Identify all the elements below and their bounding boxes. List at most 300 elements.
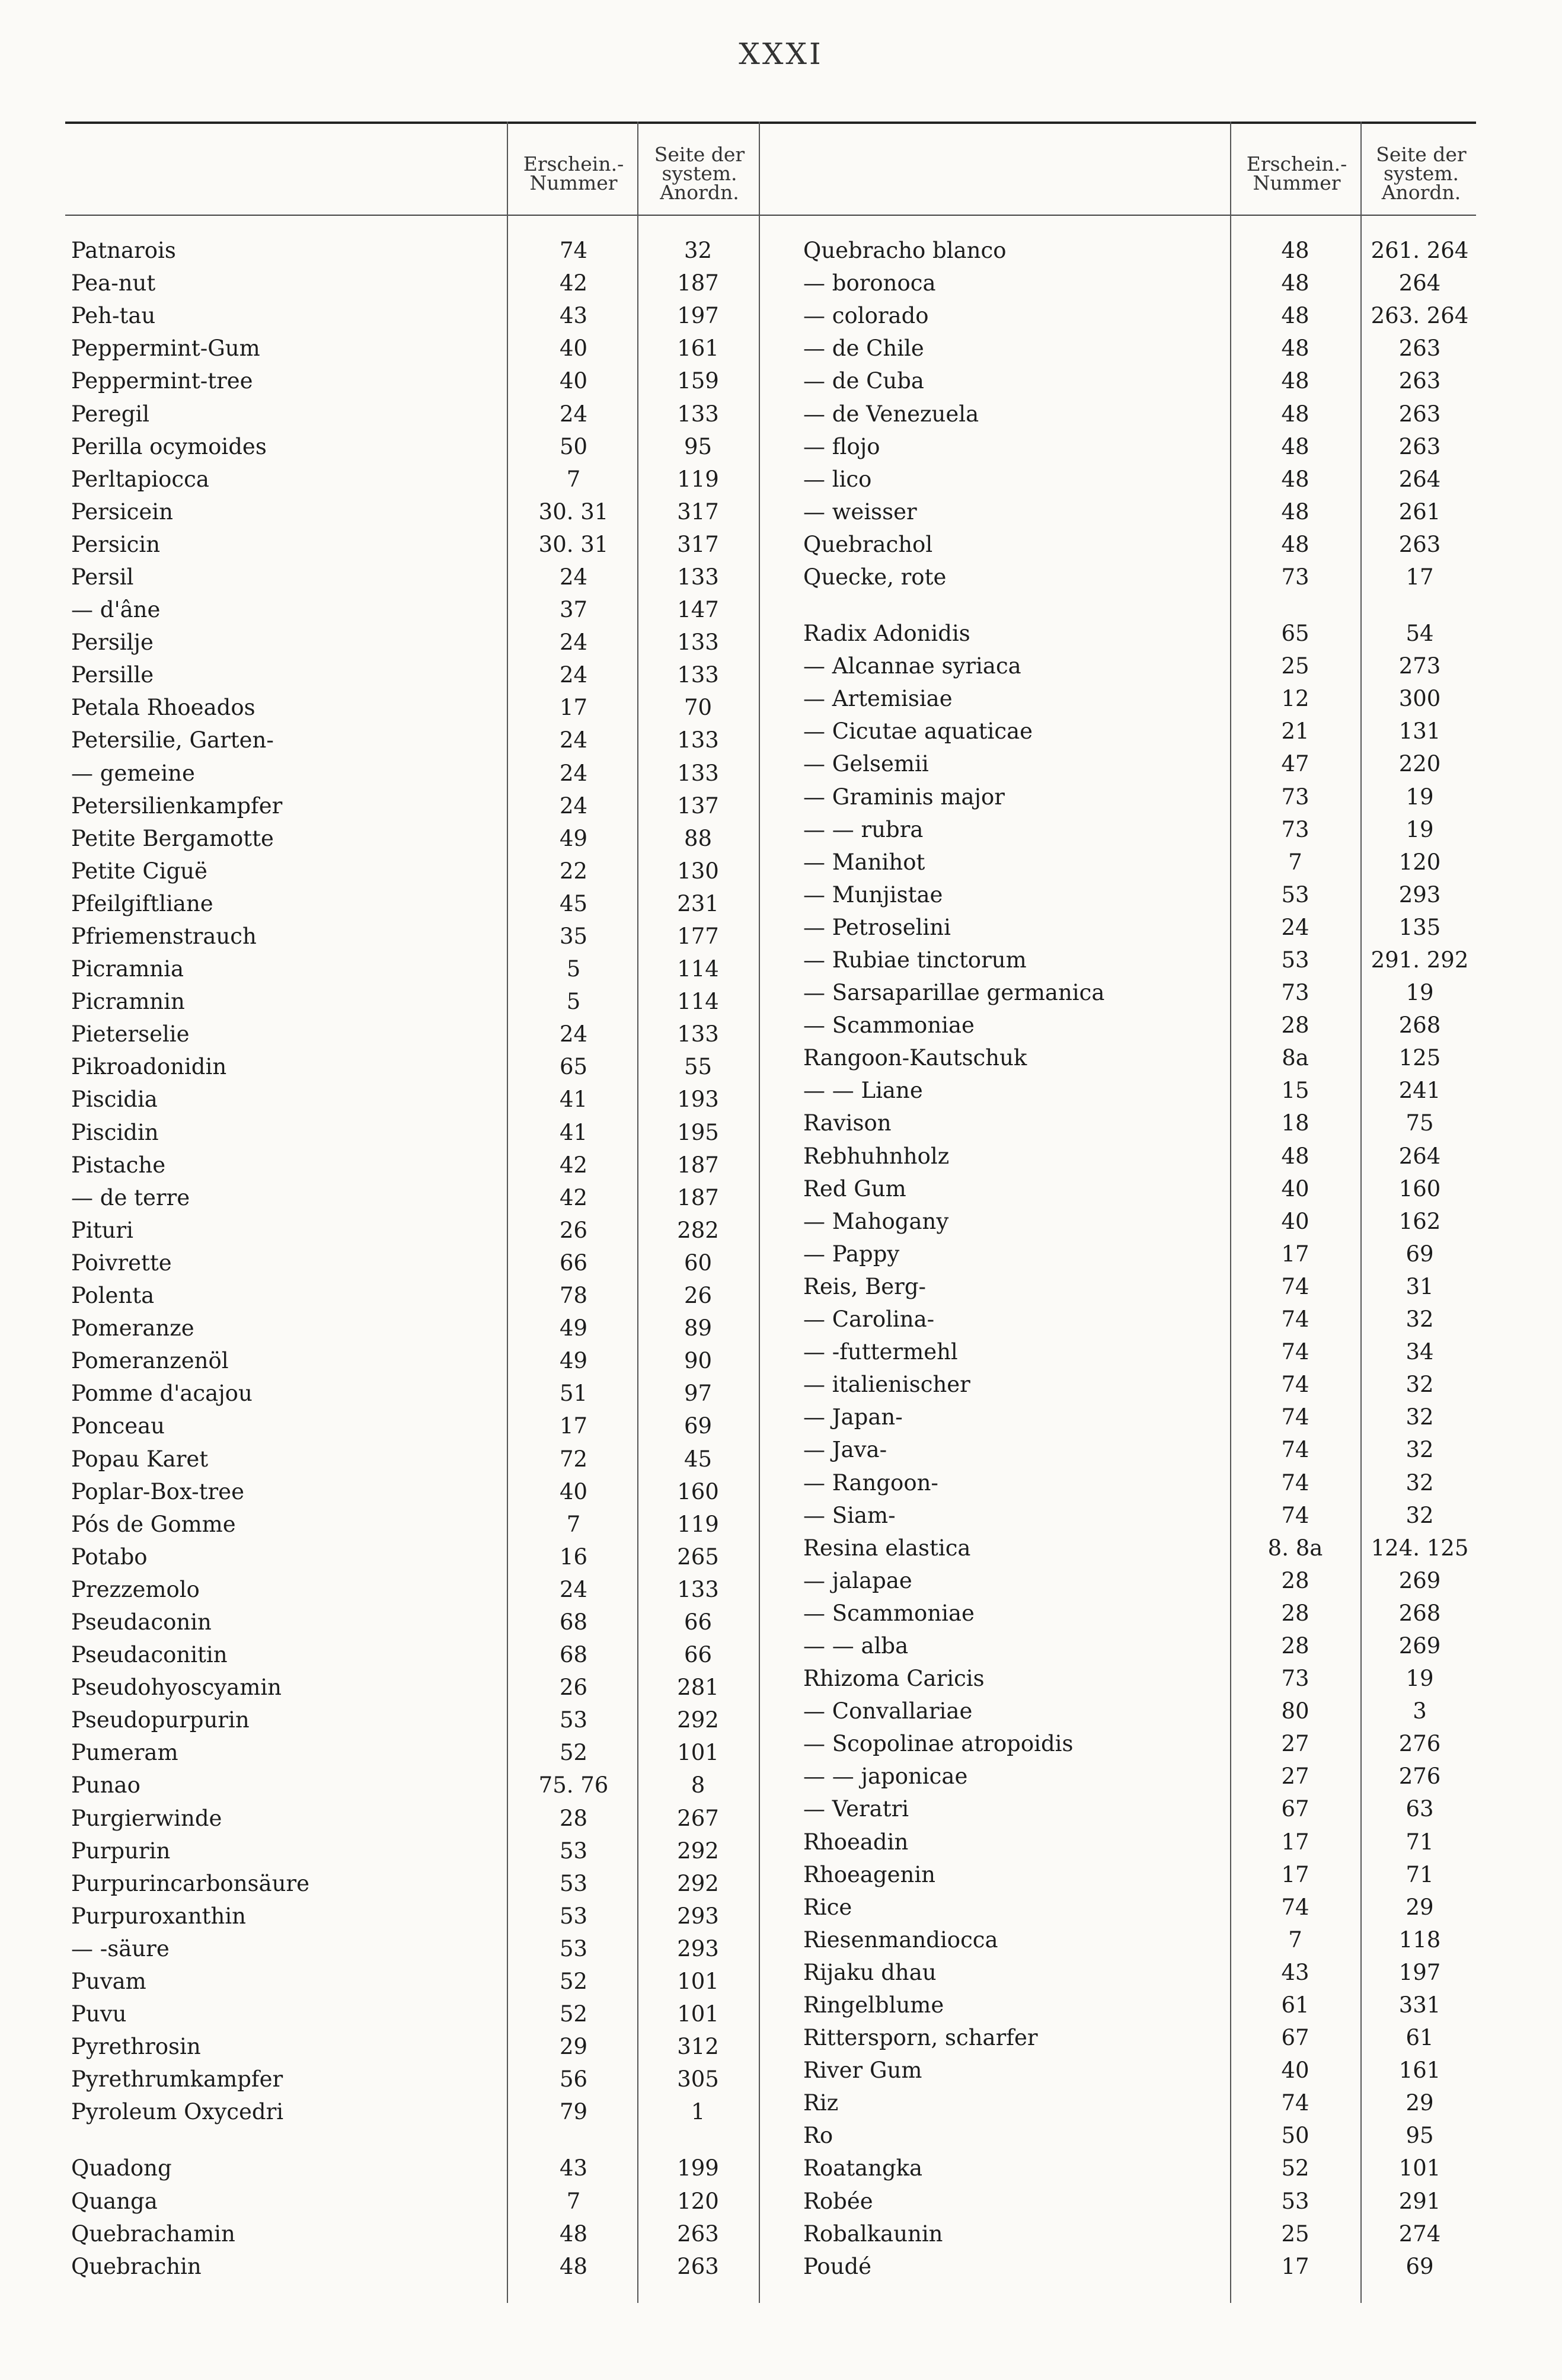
index-row [803,1499,1479,1532]
entry-page: 19 [1406,1666,1434,1692]
entry-number: 24 [559,401,588,427]
entry-term: Pomeranzenöl [71,1348,229,1374]
index-row [71,299,759,332]
entry-number: 40 [559,368,588,394]
entry-number: 50 [1281,2123,1309,2149]
entry-term: Quebrachin [71,2253,202,2279]
entry-term: Puvu [71,2001,127,2027]
entry-page: 133 [677,1021,719,1047]
entry-term: — de Chile [803,336,924,362]
entry-number: 74 [1281,1469,1309,1496]
entry-page: 90 [683,1348,713,1374]
entry-term: Quadong [71,2155,172,2181]
index-row [71,1116,759,1149]
entry-term: — Rubiae tinctorum [803,947,1027,973]
entry-term: — Pappy [803,1241,900,1267]
entry-term: — Carolina- [803,1306,935,1333]
entry-page: 220 [1398,751,1441,777]
entry-page: 268 [1398,1012,1441,1039]
entry-number: 26 [559,1675,588,1701]
entry-page: 195 [677,1119,719,1145]
entry-number: 15 [1281,1078,1309,1104]
header-line: Erschein.- [523,152,624,175]
index-row [71,1802,759,1835]
index-row [803,715,1479,747]
entry-page: 133 [677,1576,719,1602]
entry-term: Pikroadonidin [71,1054,227,1080]
index-row [803,1597,1479,1630]
index-row [803,1401,1479,1433]
entry-page: 269 [1398,1567,1441,1593]
index-row [71,1410,759,1442]
entry-term: Robée [803,2188,873,2214]
index-row [71,430,759,463]
entry-number: 65 [1281,621,1309,647]
entry-term: Rijaku dhau [803,1959,937,1985]
index-row [71,1344,759,1377]
entry-number: 67 [1281,1796,1309,1822]
entry-number: 74 [1281,1306,1309,1333]
entry-number: 79 [559,2099,588,2125]
entry-page: 32 [1406,1469,1434,1496]
entry-page: 88 [683,825,713,851]
entry-term: — Gelsemii [803,751,929,777]
entry-page: 267 [677,1805,719,1831]
entry-number: 48 [1281,238,1309,264]
entry-number: 43 [559,2155,588,2181]
index-row [803,1760,1479,1793]
entry-page: 26 [683,1283,713,1309]
entry-page: 300 [1398,686,1441,712]
entry-term: — Siam- [803,1502,896,1528]
entry-term: Persicin [71,531,161,557]
index-row [71,2218,759,2250]
entry-page: 269 [1398,1633,1441,1659]
entry-number: 26 [559,1217,588,1243]
entry-number: 24 [559,1021,588,1047]
index-row [803,1270,1479,1303]
entry-term: Potabo [71,1544,148,1570]
entry-number: 48 [1281,336,1309,362]
index-row [71,1932,759,1965]
entry-number: 67 [1281,2025,1309,2051]
entry-number: 17 [1281,1829,1309,1855]
entry-term: — weisser [803,499,917,525]
entry-page: 69 [1406,2253,1434,2279]
entry-term: — -säure [71,1935,170,1961]
entry-page: 55 [683,1054,713,1080]
entry-term: Resina elastica [803,1535,971,1561]
entry-number: 74 [1281,1437,1309,1463]
index-row [71,1638,759,1671]
index-row [71,2250,759,2283]
entry-page: 263 [1398,531,1441,557]
entry-term: Pseudaconitin [71,1642,228,1668]
entry-term: Purgierwinde [71,1805,222,1831]
index-row [71,2152,759,2184]
entry-page: 101 [1398,2155,1441,2181]
entry-term: Punao [71,1772,140,1798]
entry-term: — italienischer [803,1372,970,1398]
entry-page: 66 [683,1642,713,1668]
entry-term: — Artemisiae [803,686,953,712]
entry-page: 119 [677,466,719,492]
entry-number: 42 [559,270,588,296]
entry-page: 29 [1406,1894,1434,1920]
entry-term: — Alcannae syriaca [803,653,1021,679]
entry-term: Ringelblume [803,1992,944,2018]
index-row [71,1475,759,1508]
index-row [803,944,1479,976]
entry-number: 53 [1281,947,1309,973]
entry-number: 65 [559,1054,588,1080]
index-row [803,2054,1479,2087]
index-row [803,2152,1479,2184]
entry-number: 53 [1281,2188,1309,2214]
index-row [71,1377,759,1410]
entry-term: Purpurin [71,1838,171,1864]
group-gap [803,593,1479,617]
entry-term: Peppermint-tree [71,368,253,394]
entry-term: Popau Karet [71,1446,209,1472]
entry-term: — Java- [803,1437,887,1463]
entry-page: 19 [1406,816,1434,842]
entry-number: 80 [1281,1698,1309,1724]
entry-term: Rhizoma Caricis [803,1666,985,1692]
entry-number: 73 [1281,1666,1309,1692]
index-row [803,1564,1479,1597]
index-row [71,2185,759,2218]
entry-page: 120 [677,2188,719,2214]
index-row [803,1858,1479,1891]
entry-number: 30. 31 [538,531,609,557]
entry-page: 120 [1398,849,1441,875]
entry-number: 74 [1281,2090,1309,2116]
entry-term: Pistache [71,1152,166,1178]
index-row [71,1279,759,1312]
entry-term: Pseudaconin [71,1609,212,1635]
entry-number: 41 [559,1087,588,1113]
entry-page: 95 [683,433,713,459]
index-row [71,2030,759,2063]
index-row [71,1606,759,1638]
entry-number: 40 [1281,1208,1309,1234]
entry-number: 48 [1281,466,1309,492]
header-line: Nummer [1253,171,1341,194]
entry-number: 51 [559,1381,588,1407]
entry-page: 292 [677,1707,719,1733]
entry-number: 49 [559,1348,588,1374]
entry-number: 73 [1281,816,1309,842]
entry-number: 37 [559,597,588,623]
index-row [803,1466,1479,1499]
entry-number: 48 [1281,368,1309,394]
entry-number: 74 [1281,1894,1309,1920]
group-gap [71,2128,759,2152]
index-row [71,1965,759,1998]
entry-term: — colorado [803,303,929,329]
index-row [71,757,759,790]
entry-number: 41 [559,1119,588,1145]
entry-number: 53 [1281,881,1309,908]
entry-number: 43 [1281,1959,1309,1985]
entry-term: Peppermint-Gum [71,336,260,362]
entry-page: 147 [677,597,719,623]
index-row [803,1205,1479,1238]
entry-term: — — alba [803,1633,909,1659]
entry-page: 159 [677,368,719,394]
entry-number: 73 [1281,784,1309,810]
index-row [803,1662,1479,1695]
index-row [71,1247,759,1279]
entry-page: 197 [677,303,719,329]
entry-number: 30. 31 [538,499,609,525]
entry-number: 53 [559,1838,588,1864]
entry-term: Poplar-Box-tree [71,1478,244,1504]
entry-page: 135 [1398,914,1441,940]
index-row [803,682,1479,715]
entry-term: Rittersporn, scharfer [803,2025,1038,2051]
entry-term: Riz [803,2090,839,2116]
entry-term: Pituri [71,1217,133,1243]
entry-term: Pieterselie [71,1021,190,1047]
entry-page: 34 [1406,1339,1434,1365]
entry-term: Poivrette [71,1250,172,1276]
entry-number: 45 [559,890,588,916]
entry-page: 32 [1406,1372,1434,1398]
entry-number: 7 [1288,849,1302,875]
header-line: Anordn. [660,181,739,204]
entry-page: 293 [1398,881,1441,908]
index-row [71,1900,759,1932]
entry-number: 42 [559,1152,588,1178]
entry-term: Roatangka [803,2155,923,2181]
index-row [71,953,759,985]
index-row [71,1671,759,1704]
entry-page: 70 [683,695,713,721]
entry-number: 72 [559,1446,588,1472]
entry-number: 42 [559,1184,588,1210]
entry-number: 16 [559,1544,588,1570]
index-row [803,2087,1479,2119]
index-row [803,1433,1479,1466]
entry-number: 52 [559,1740,588,1766]
entry-number: 24 [559,662,588,688]
index-row [803,846,1479,878]
entry-page: 3 [1413,1698,1427,1724]
entry-number: 12 [1281,686,1309,712]
entry-page: 97 [683,1381,713,1407]
index-row [803,781,1479,813]
entry-number: 24 [1281,914,1309,940]
entry-page: 19 [1406,784,1434,810]
entry-number: 7 [566,466,581,492]
entry-number: 17 [1281,1241,1309,1267]
index-row [803,1826,1479,1858]
entry-number: 8a [1282,1045,1309,1071]
index-row [803,1727,1479,1760]
entry-number: 27 [1281,1731,1309,1757]
header-line: system. [662,162,737,185]
right-index-column [803,234,1479,2283]
entry-number: 24 [559,760,588,786]
entry-page: 19 [1406,980,1434,1006]
entry-term: Persil [71,564,134,590]
entry-term: Peregil [71,401,150,427]
entry-term: Pfriemenstrauch [71,924,257,950]
entry-number: 25 [1281,2221,1309,2247]
index-row [71,2095,759,2128]
header-line: Seite der [1376,143,1467,166]
entry-page: 1 [691,2099,705,2125]
index-row [71,1835,759,1867]
entry-term: — Scammoniae [803,1012,975,1039]
entry-page: 66 [683,1609,713,1635]
entry-number: 74 [559,238,588,264]
index-row [803,1107,1479,1139]
index-row [803,1630,1479,1662]
index-row [803,2185,1479,2218]
entry-number: 25 [1281,653,1309,679]
index-row [803,1891,1479,1924]
index-row [71,1018,759,1050]
index-row [71,593,759,626]
entry-page: 263 [1398,401,1441,427]
index-row [803,911,1479,944]
entry-page: 193 [677,1087,719,1113]
index-row [71,1181,759,1214]
entry-term: Ponceau [71,1413,165,1439]
entry-page: 130 [677,858,719,884]
entry-number: 40 [559,1478,588,1504]
index-row [71,1704,759,1736]
entry-page: 177 [677,924,719,950]
entry-number: 66 [559,1250,588,1276]
entry-term: — Manihot [803,849,925,875]
entry-number: 74 [1281,1502,1309,1528]
entry-number: 78 [559,1283,588,1309]
index-row [803,299,1479,332]
index-row [803,878,1479,911]
index-row [71,267,759,299]
entry-term: Petersilienkampfer [71,793,283,819]
entry-page: 264 [1398,270,1441,296]
entry-term: Pós de Gomme [71,1511,236,1537]
entry-number: 74 [1281,1339,1309,1365]
entry-page: 281 [677,1675,719,1701]
index-row [803,2021,1479,2054]
entry-number: 73 [1281,980,1309,1006]
index-row [803,617,1479,650]
entry-number: 17 [559,1413,588,1439]
entry-number: 74 [1281,1273,1309,1299]
entry-page: 160 [1398,1175,1441,1202]
entry-page: 282 [677,1217,719,1243]
index-row [803,1695,1479,1727]
index-row [803,1303,1479,1336]
entry-term: Pseudopurpurin [71,1707,250,1733]
entry-term: Patnarois [71,238,176,264]
entry-term: Rebhuhnholz [803,1143,950,1169]
entry-page: 95 [1406,2123,1434,2149]
entry-page: 263 [677,2221,719,2247]
entry-page: 291. 292 [1371,947,1469,973]
entry-number: 52 [559,1969,588,1995]
index-row [71,1083,759,1116]
index-row [803,1042,1479,1074]
entry-page: 137 [677,793,719,819]
index-row [71,365,759,397]
entry-page: 101 [677,1740,719,1766]
entry-term: Petite Ciguë [71,858,207,884]
index-row [71,397,759,430]
entry-term: — d'âne [71,597,161,623]
entry-term: — Convallariae [803,1698,973,1724]
entry-page: 133 [677,564,719,590]
entry-term: Perilla ocymoides [71,433,267,459]
entry-term: — Mahogany [803,1208,949,1234]
index-row [71,463,759,496]
entry-term: Quecke, rote [803,564,947,590]
entry-number: 48 [1281,270,1309,296]
entry-number: 28 [559,1805,588,1831]
entry-term: — Scammoniae [803,1600,975,1626]
index-row [803,430,1479,463]
entry-page: 161 [677,336,719,362]
index-row [71,1442,759,1475]
entry-page: 312 [677,2034,719,2060]
entry-number: 29 [559,2034,588,2060]
entry-page: 241 [1398,1078,1441,1104]
index-row [71,1149,759,1181]
entry-number: 75. 76 [538,1772,609,1798]
entry-term: — — Liane [803,1078,923,1104]
entry-term: — Cicutae aquaticae [803,718,1033,745]
entry-term: Puvam [71,1969,146,1995]
entry-term: — jalapae [803,1567,912,1593]
entry-number: 7 [566,2188,581,2214]
entry-term: Ro [803,2123,833,2149]
entry-number: 43 [559,303,588,329]
entry-page: 133 [677,630,719,656]
entry-page: 305 [677,2066,719,2093]
entry-page: 133 [677,727,719,753]
entry-page: 114 [677,956,719,982]
index-row [71,1736,759,1769]
top-rule [65,122,1476,124]
index-row [803,1956,1479,1989]
entry-term: — lico [803,466,872,492]
entry-page: 133 [677,760,719,786]
entry-term: Quebracho blanco [803,238,1007,264]
entry-term: Pyrethrumkampfer [71,2066,283,2093]
entry-term: Poudé [803,2253,872,2279]
entry-term: Purpurincarbonsäure [71,1870,309,1896]
index-row [803,1989,1479,2021]
index-row [803,1924,1479,1956]
entry-term: Rhoeadin [803,1829,909,1855]
header-line: Nummer [529,171,618,194]
entry-term: Petala Rhoeados [71,695,255,721]
entry-page: 199 [677,2155,719,2181]
index-row [71,2063,759,2095]
index-row [803,650,1479,682]
entry-number: 48 [1281,303,1309,329]
entry-term: Peh-tau [71,303,156,329]
entry-number: 48 [1281,433,1309,459]
index-row [803,234,1479,267]
entry-page: 273 [1398,653,1441,679]
